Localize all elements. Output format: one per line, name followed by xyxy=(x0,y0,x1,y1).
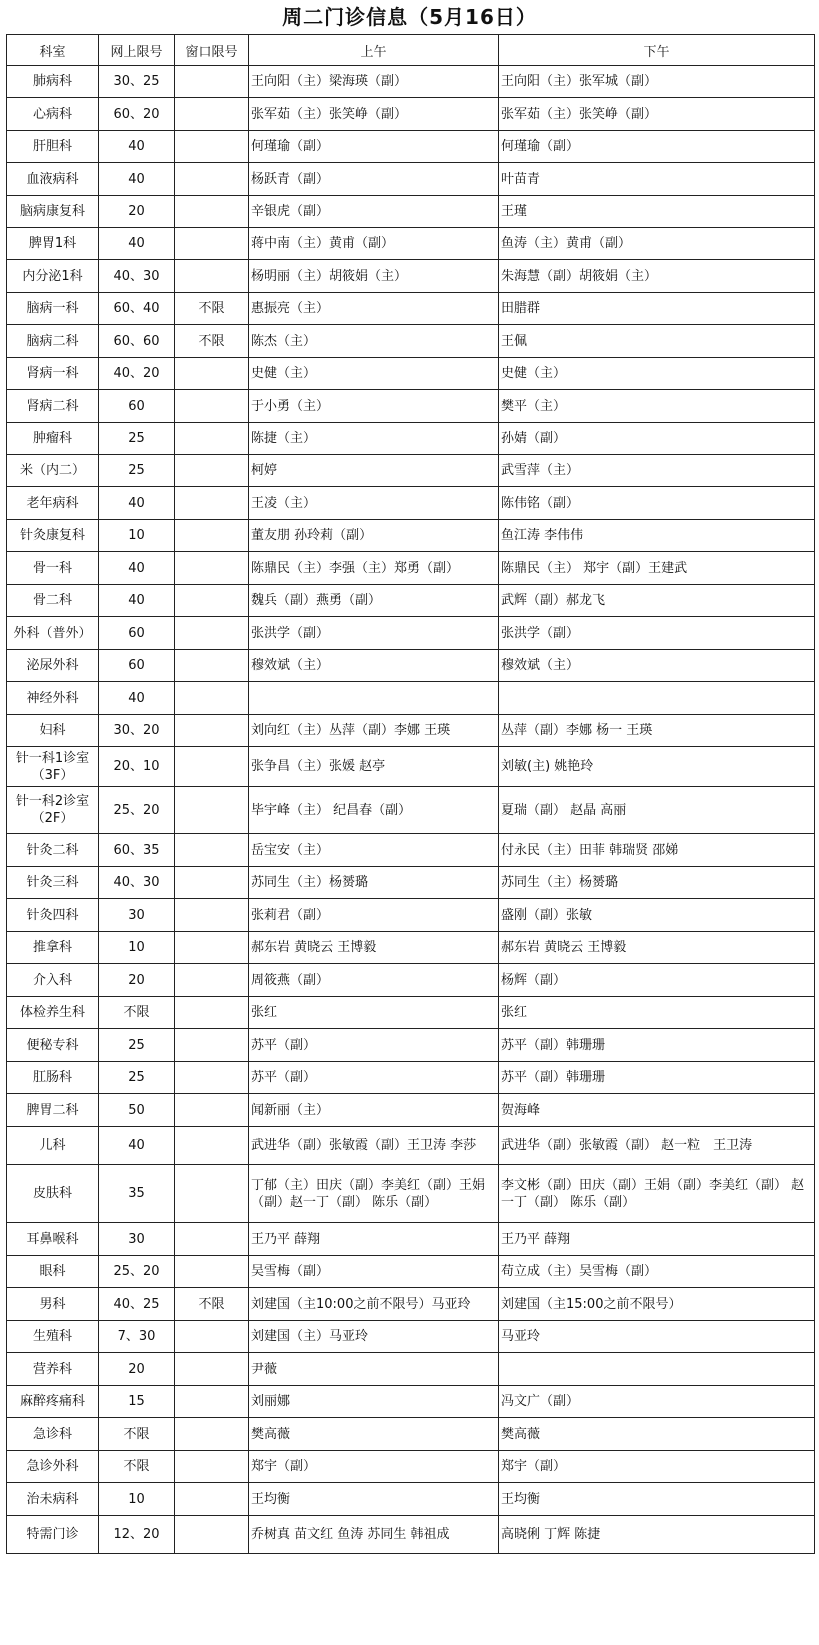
morning-doctors-cell: 陈杰（主） xyxy=(249,325,499,358)
morning-doctors-cell: 王乃平 薛翔 xyxy=(249,1223,499,1256)
morning-doctors-cell: 苏同生（主）杨赟璐 xyxy=(249,867,499,899)
afternoon-doctors-cell: 鱼涛（主）黄甫（副） xyxy=(499,228,815,260)
afternoon-doctors-cell: 穆效斌（主） xyxy=(499,650,815,682)
online-limit-cell: 不限 xyxy=(99,997,175,1029)
window-limit-cell xyxy=(175,964,249,997)
afternoon-doctors-cell: 孙婧（副） xyxy=(499,423,815,455)
afternoon-doctors-cell: 叶苗青 xyxy=(499,163,815,196)
morning-doctors-cell: 刘建国（主10:00之前不限号）马亚玲 xyxy=(249,1288,499,1321)
dept-cell: 儿科 xyxy=(7,1127,99,1165)
afternoon-doctors-cell: 苏同生（主）杨赟璐 xyxy=(499,867,815,899)
morning-doctors-cell: 尹薇 xyxy=(249,1353,499,1386)
table-row xyxy=(7,1094,815,1127)
morning-doctors-cell: 王凌（主） xyxy=(249,487,499,520)
morning-doctors-cell: 辛银虎（副） xyxy=(249,196,499,228)
table-row xyxy=(7,834,815,867)
window-limit-cell xyxy=(175,1127,249,1165)
morning-doctors-cell: 杨跃青（副） xyxy=(249,163,499,196)
afternoon-doctors-cell: 郑宇（副） xyxy=(499,1451,815,1483)
morning-doctors-cell: 樊高薇 xyxy=(249,1418,499,1451)
morning-doctors-cell: 丁郁（主）田庆（副）李美红（副）王娟（副）赵一丁（副） 陈乐（副） xyxy=(249,1165,499,1223)
table-row xyxy=(7,1062,815,1094)
afternoon-doctors-cell: 马亚玲 xyxy=(499,1321,815,1353)
online-limit-cell: 10 xyxy=(99,520,175,552)
morning-doctors-cell: 陈捷（主） xyxy=(249,423,499,455)
online-limit-cell: 25 xyxy=(99,455,175,487)
clinic-schedule-table xyxy=(6,34,815,1554)
header-morning: 上午 xyxy=(249,35,499,66)
dept-cell: 急诊外科 xyxy=(7,1451,99,1483)
afternoon-doctors-cell: 刘敏(主) 姚艳玲 xyxy=(499,747,815,787)
morning-doctors-cell: 张洪学（副） xyxy=(249,617,499,650)
online-limit-cell: 25 xyxy=(99,1029,175,1062)
dept-cell: 肾病一科 xyxy=(7,358,99,390)
morning-doctors-cell: 周筱燕（副） xyxy=(249,964,499,997)
dept-cell: 肾病二科 xyxy=(7,390,99,423)
morning-doctors-cell: 于小勇（主） xyxy=(249,390,499,423)
window-limit-cell xyxy=(175,98,249,131)
table-row xyxy=(7,899,815,932)
table-row xyxy=(7,787,815,834)
afternoon-doctors-cell: 史健（主） xyxy=(499,358,815,390)
morning-doctors-cell: 何瑾瑜（副） xyxy=(249,131,499,163)
afternoon-doctors-cell: 冯文广（副） xyxy=(499,1386,815,1418)
table-row xyxy=(7,682,815,715)
afternoon-doctors-cell: 何瑾瑜（副） xyxy=(499,131,815,163)
morning-doctors-cell: 蒋中南（主）黄甫（副） xyxy=(249,228,499,260)
dept-cell: 生殖科 xyxy=(7,1321,99,1353)
afternoon-doctors-cell: 王佩 xyxy=(499,325,815,358)
morning-doctors-cell: 史健（主） xyxy=(249,358,499,390)
table-row xyxy=(7,1386,815,1418)
online-limit-cell: 12、20 xyxy=(99,1516,175,1554)
online-limit-cell: 40 xyxy=(99,163,175,196)
morning-doctors-cell: 穆效斌（主） xyxy=(249,650,499,682)
window-limit-cell xyxy=(175,650,249,682)
dept-cell: 神经外科 xyxy=(7,682,99,715)
morning-doctors-cell: 张莉君（副） xyxy=(249,899,499,932)
table-row xyxy=(7,455,815,487)
online-limit-cell: 40 xyxy=(99,585,175,617)
dept-cell: 便秘专科 xyxy=(7,1029,99,1062)
dept-cell: 心病科 xyxy=(7,98,99,131)
afternoon-doctors-cell: 张红 xyxy=(499,997,815,1029)
window-limit-cell xyxy=(175,1062,249,1094)
morning-doctors-cell: 吴雪梅（副） xyxy=(249,1256,499,1288)
online-limit-cell: 20 xyxy=(99,196,175,228)
dept-cell: 肿瘤科 xyxy=(7,423,99,455)
afternoon-doctors-cell xyxy=(499,1353,815,1386)
window-limit-cell xyxy=(175,834,249,867)
online-limit-cell: 60、40 xyxy=(99,293,175,325)
table-row xyxy=(7,390,815,423)
window-limit-cell xyxy=(175,1353,249,1386)
online-limit-cell: 20 xyxy=(99,964,175,997)
online-limit-cell: 40 xyxy=(99,487,175,520)
dept-cell: 外科（普外） xyxy=(7,617,99,650)
window-limit-cell xyxy=(175,520,249,552)
dept-cell: 男科 xyxy=(7,1288,99,1321)
afternoon-doctors-cell: 盛刚（副）张敏 xyxy=(499,899,815,932)
dept-cell: 骨二科 xyxy=(7,585,99,617)
afternoon-doctors-cell: 郝东岩 黄晓云 王博毅 xyxy=(499,932,815,964)
afternoon-doctors-cell xyxy=(499,682,815,715)
afternoon-doctors-cell: 王乃平 薛翔 xyxy=(499,1223,815,1256)
window-limit-cell xyxy=(175,196,249,228)
online-limit-cell: 60、20 xyxy=(99,98,175,131)
table-row xyxy=(7,1288,815,1321)
morning-doctors-cell: 张军茹（主）张笑峥（副） xyxy=(249,98,499,131)
morning-doctors-cell: 郝东岩 黄晓云 王博毅 xyxy=(249,932,499,964)
morning-doctors-cell: 张争昌（主）张媛 赵亭 xyxy=(249,747,499,787)
afternoon-doctors-cell: 苟立成（主）吴雪梅（副） xyxy=(499,1256,815,1288)
table-row xyxy=(7,867,815,899)
table-row xyxy=(7,358,815,390)
table-row xyxy=(7,66,815,98)
morning-doctors-cell: 陈鼎民（主）李强（主）郑勇（副） xyxy=(249,552,499,585)
online-limit-cell: 60、35 xyxy=(99,834,175,867)
afternoon-doctors-cell: 苏平（副）韩珊珊 xyxy=(499,1062,815,1094)
window-limit-cell xyxy=(175,1165,249,1223)
table-row xyxy=(7,617,815,650)
window-limit-cell xyxy=(175,585,249,617)
window-limit-cell xyxy=(175,390,249,423)
online-limit-cell: 35 xyxy=(99,1165,175,1223)
window-limit-cell xyxy=(175,66,249,98)
dept-cell: 血液病科 xyxy=(7,163,99,196)
dept-cell: 脾胃二科 xyxy=(7,1094,99,1127)
header-afternoon: 下午 xyxy=(499,35,815,66)
window-limit-cell xyxy=(175,899,249,932)
dept-cell: 体检养生科 xyxy=(7,997,99,1029)
header-online-limit: 网上限号 xyxy=(99,35,175,66)
dept-cell: 治未病科 xyxy=(7,1483,99,1516)
window-limit-cell xyxy=(175,455,249,487)
dept-cell: 针一科1诊室（3F） xyxy=(7,747,99,787)
window-limit-cell xyxy=(175,787,249,834)
online-limit-cell: 15 xyxy=(99,1386,175,1418)
window-limit-cell xyxy=(175,1223,249,1256)
dept-cell: 肛肠科 xyxy=(7,1062,99,1094)
table-row xyxy=(7,932,815,964)
table-row xyxy=(7,585,815,617)
online-limit-cell: 40、30 xyxy=(99,260,175,293)
online-limit-cell: 25、20 xyxy=(99,787,175,834)
online-limit-cell: 30、20 xyxy=(99,715,175,747)
morning-doctors-cell: 董友朋 孙玲莉（副） xyxy=(249,520,499,552)
morning-doctors-cell: 张红 xyxy=(249,997,499,1029)
table-row xyxy=(7,293,815,325)
window-limit-cell xyxy=(175,1483,249,1516)
online-limit-cell: 不限 xyxy=(99,1418,175,1451)
window-limit-cell xyxy=(175,1094,249,1127)
morning-doctors-cell: 刘向红（主）丛萍（副）李娜 王瑛 xyxy=(249,715,499,747)
table-row xyxy=(7,1483,815,1516)
online-limit-cell: 60、60 xyxy=(99,325,175,358)
dept-cell: 介入科 xyxy=(7,964,99,997)
table-row xyxy=(7,1256,815,1288)
table-row xyxy=(7,1127,815,1165)
dept-cell: 针灸康复科 xyxy=(7,520,99,552)
dept-cell: 急诊科 xyxy=(7,1418,99,1451)
window-limit-cell xyxy=(175,1321,249,1353)
morning-doctors-cell: 柯婷 xyxy=(249,455,499,487)
dept-cell: 眼科 xyxy=(7,1256,99,1288)
window-limit-cell xyxy=(175,358,249,390)
morning-doctors-cell: 王向阳（主）梁海瑛（副） xyxy=(249,66,499,98)
morning-doctors-cell: 郑宇（副） xyxy=(249,1451,499,1483)
dept-cell: 泌尿外科 xyxy=(7,650,99,682)
table-row xyxy=(7,1165,815,1223)
dept-cell: 骨一科 xyxy=(7,552,99,585)
online-limit-cell: 7、30 xyxy=(99,1321,175,1353)
dept-cell: 皮肤科 xyxy=(7,1165,99,1223)
morning-doctors-cell: 岳宝安（主） xyxy=(249,834,499,867)
morning-doctors-cell: 刘建国（主）马亚玲 xyxy=(249,1321,499,1353)
dept-cell: 肝胆科 xyxy=(7,131,99,163)
table-row xyxy=(7,260,815,293)
window-limit-cell xyxy=(175,617,249,650)
online-limit-cell: 40 xyxy=(99,682,175,715)
header-window-limit: 窗口限号 xyxy=(175,35,249,66)
dept-cell: 脑病一科 xyxy=(7,293,99,325)
window-limit-cell: 不限 xyxy=(175,325,249,358)
morning-doctors-cell: 苏平（副） xyxy=(249,1062,499,1094)
dept-cell: 脑病二科 xyxy=(7,325,99,358)
online-limit-cell: 10 xyxy=(99,1483,175,1516)
window-limit-cell xyxy=(175,228,249,260)
online-limit-cell: 40、20 xyxy=(99,358,175,390)
dept-cell: 针灸二科 xyxy=(7,834,99,867)
online-limit-cell: 60 xyxy=(99,617,175,650)
dept-cell: 推拿科 xyxy=(7,932,99,964)
table-row xyxy=(7,1029,815,1062)
online-limit-cell: 25、20 xyxy=(99,1256,175,1288)
table-row xyxy=(7,423,815,455)
dept-cell: 妇科 xyxy=(7,715,99,747)
header-row xyxy=(7,35,815,66)
window-limit-cell xyxy=(175,997,249,1029)
window-limit-cell xyxy=(175,867,249,899)
window-limit-cell xyxy=(175,1386,249,1418)
table-row xyxy=(7,1223,815,1256)
window-limit-cell xyxy=(175,552,249,585)
window-limit-cell xyxy=(175,747,249,787)
dept-cell: 米（内二） xyxy=(7,455,99,487)
afternoon-doctors-cell: 田腊群 xyxy=(499,293,815,325)
afternoon-doctors-cell: 刘建国（主15:00之前不限号） xyxy=(499,1288,815,1321)
window-limit-cell: 不限 xyxy=(175,293,249,325)
online-limit-cell: 25 xyxy=(99,423,175,455)
morning-doctors-cell: 魏兵（副）燕勇（副） xyxy=(249,585,499,617)
window-limit-cell xyxy=(175,1256,249,1288)
dept-cell: 耳鼻喉科 xyxy=(7,1223,99,1256)
online-limit-cell: 20、10 xyxy=(99,747,175,787)
window-limit-cell xyxy=(175,1418,249,1451)
morning-doctors-cell: 杨明丽（主）胡筱娟（主） xyxy=(249,260,499,293)
dept-cell: 麻醉疼痛科 xyxy=(7,1386,99,1418)
online-limit-cell: 40 xyxy=(99,1127,175,1165)
afternoon-doctors-cell: 朱海慧（副）胡筱娟（主） xyxy=(499,260,815,293)
table-row xyxy=(7,1418,815,1451)
afternoon-doctors-cell: 武雪萍（主） xyxy=(499,455,815,487)
table-row xyxy=(7,964,815,997)
online-limit-cell: 60 xyxy=(99,390,175,423)
table-row xyxy=(7,997,815,1029)
table-row xyxy=(7,325,815,358)
dept-cell: 特需门诊 xyxy=(7,1516,99,1554)
window-limit-cell xyxy=(175,260,249,293)
table-row xyxy=(7,520,815,552)
afternoon-doctors-cell: 贺海峰 xyxy=(499,1094,815,1127)
window-limit-cell xyxy=(175,163,249,196)
table-row xyxy=(7,487,815,520)
morning-doctors-cell: 王均衡 xyxy=(249,1483,499,1516)
table-row xyxy=(7,650,815,682)
morning-doctors-cell: 毕宇峰（主） 纪昌春（副） xyxy=(249,787,499,834)
online-limit-cell: 40 xyxy=(99,552,175,585)
afternoon-doctors-cell: 李文彬（副）田庆（副）王娟（副）李美红（副） 赵一丁（副） 陈乐（副） xyxy=(499,1165,815,1223)
afternoon-doctors-cell: 夏瑞（副） 赵晶 高丽 xyxy=(499,787,815,834)
dept-cell: 针灸三科 xyxy=(7,867,99,899)
dept-cell: 内分泌1科 xyxy=(7,260,99,293)
online-limit-cell: 30 xyxy=(99,1223,175,1256)
afternoon-doctors-cell: 杨辉（副） xyxy=(499,964,815,997)
afternoon-doctors-cell: 张洪学（副） xyxy=(499,617,815,650)
table-row xyxy=(7,552,815,585)
online-limit-cell: 40、30 xyxy=(99,867,175,899)
morning-doctors-cell: 武进华（副）张敏霞（副）王卫涛 李莎 xyxy=(249,1127,499,1165)
window-limit-cell xyxy=(175,682,249,715)
dept-cell: 肺病科 xyxy=(7,66,99,98)
dept-cell: 针一科2诊室（2F） xyxy=(7,787,99,834)
window-limit-cell xyxy=(175,487,249,520)
dept-cell: 脑病康复科 xyxy=(7,196,99,228)
online-limit-cell: 25 xyxy=(99,1062,175,1094)
table-row xyxy=(7,1516,815,1554)
online-limit-cell: 60 xyxy=(99,650,175,682)
afternoon-doctors-cell: 高晓俐 丁辉 陈捷 xyxy=(499,1516,815,1554)
afternoon-doctors-cell: 王瑾 xyxy=(499,196,815,228)
afternoon-doctors-cell: 樊平（主） xyxy=(499,390,815,423)
window-limit-cell xyxy=(175,1516,249,1554)
window-limit-cell xyxy=(175,423,249,455)
online-limit-cell: 30、25 xyxy=(99,66,175,98)
afternoon-doctors-cell: 丛萍（副）李娜 杨一 王瑛 xyxy=(499,715,815,747)
afternoon-doctors-cell: 武进华（副）张敏霞（副） 赵一粒 王卫涛 xyxy=(499,1127,815,1165)
afternoon-doctors-cell: 武辉（副）郝龙飞 xyxy=(499,585,815,617)
afternoon-doctors-cell: 王均衡 xyxy=(499,1483,815,1516)
table-row xyxy=(7,163,815,196)
morning-doctors-cell: 惠振亮（主） xyxy=(249,293,499,325)
afternoon-doctors-cell: 陈鼎民（主） 郑宇（副）王建武 xyxy=(499,552,815,585)
morning-doctors-cell: 乔树真 苗文红 鱼涛 苏同生 韩祖成 xyxy=(249,1516,499,1554)
dept-cell: 针灸四科 xyxy=(7,899,99,932)
window-limit-cell xyxy=(175,932,249,964)
table-row xyxy=(7,1321,815,1353)
window-limit-cell xyxy=(175,715,249,747)
afternoon-doctors-cell: 付永民（主）田菲 韩瑞贤 邵娣 xyxy=(499,834,815,867)
online-limit-cell: 10 xyxy=(99,932,175,964)
afternoon-doctors-cell: 鱼江涛 李伟伟 xyxy=(499,520,815,552)
window-limit-cell: 不限 xyxy=(175,1288,249,1321)
morning-doctors-cell: 闻新丽（主） xyxy=(249,1094,499,1127)
dept-cell: 脾胃1科 xyxy=(7,228,99,260)
morning-doctors-cell xyxy=(249,682,499,715)
schedule-body xyxy=(7,66,815,1554)
table-row xyxy=(7,228,815,260)
table-row xyxy=(7,747,815,787)
online-limit-cell: 20 xyxy=(99,1353,175,1386)
online-limit-cell: 40 xyxy=(99,131,175,163)
table-row xyxy=(7,715,815,747)
table-row xyxy=(7,131,815,163)
page-title: 周二门诊信息（5月16日） xyxy=(282,5,537,29)
afternoon-doctors-cell: 王向阳（主）张军城（副） xyxy=(499,66,815,98)
header-dept: 科室 xyxy=(7,35,99,66)
online-limit-cell: 40、25 xyxy=(99,1288,175,1321)
online-limit-cell: 40 xyxy=(99,228,175,260)
window-limit-cell xyxy=(175,131,249,163)
online-limit-cell: 30 xyxy=(99,899,175,932)
window-limit-cell xyxy=(175,1029,249,1062)
window-limit-cell xyxy=(175,1451,249,1483)
afternoon-doctors-cell: 苏平（副）韩珊珊 xyxy=(499,1029,815,1062)
morning-doctors-cell: 苏平（副） xyxy=(249,1029,499,1062)
afternoon-doctors-cell: 樊高薇 xyxy=(499,1418,815,1451)
table-row xyxy=(7,1451,815,1483)
online-limit-cell: 不限 xyxy=(99,1451,175,1483)
table-row xyxy=(7,196,815,228)
dept-cell: 老年病科 xyxy=(7,487,99,520)
afternoon-doctors-cell: 张军茹（主）张笑峥（副） xyxy=(499,98,815,131)
morning-doctors-cell: 刘丽娜 xyxy=(249,1386,499,1418)
dept-cell: 营养科 xyxy=(7,1353,99,1386)
online-limit-cell: 50 xyxy=(99,1094,175,1127)
table-row xyxy=(7,98,815,131)
afternoon-doctors-cell: 陈伟铭（副） xyxy=(499,487,815,520)
table-row xyxy=(7,1353,815,1386)
